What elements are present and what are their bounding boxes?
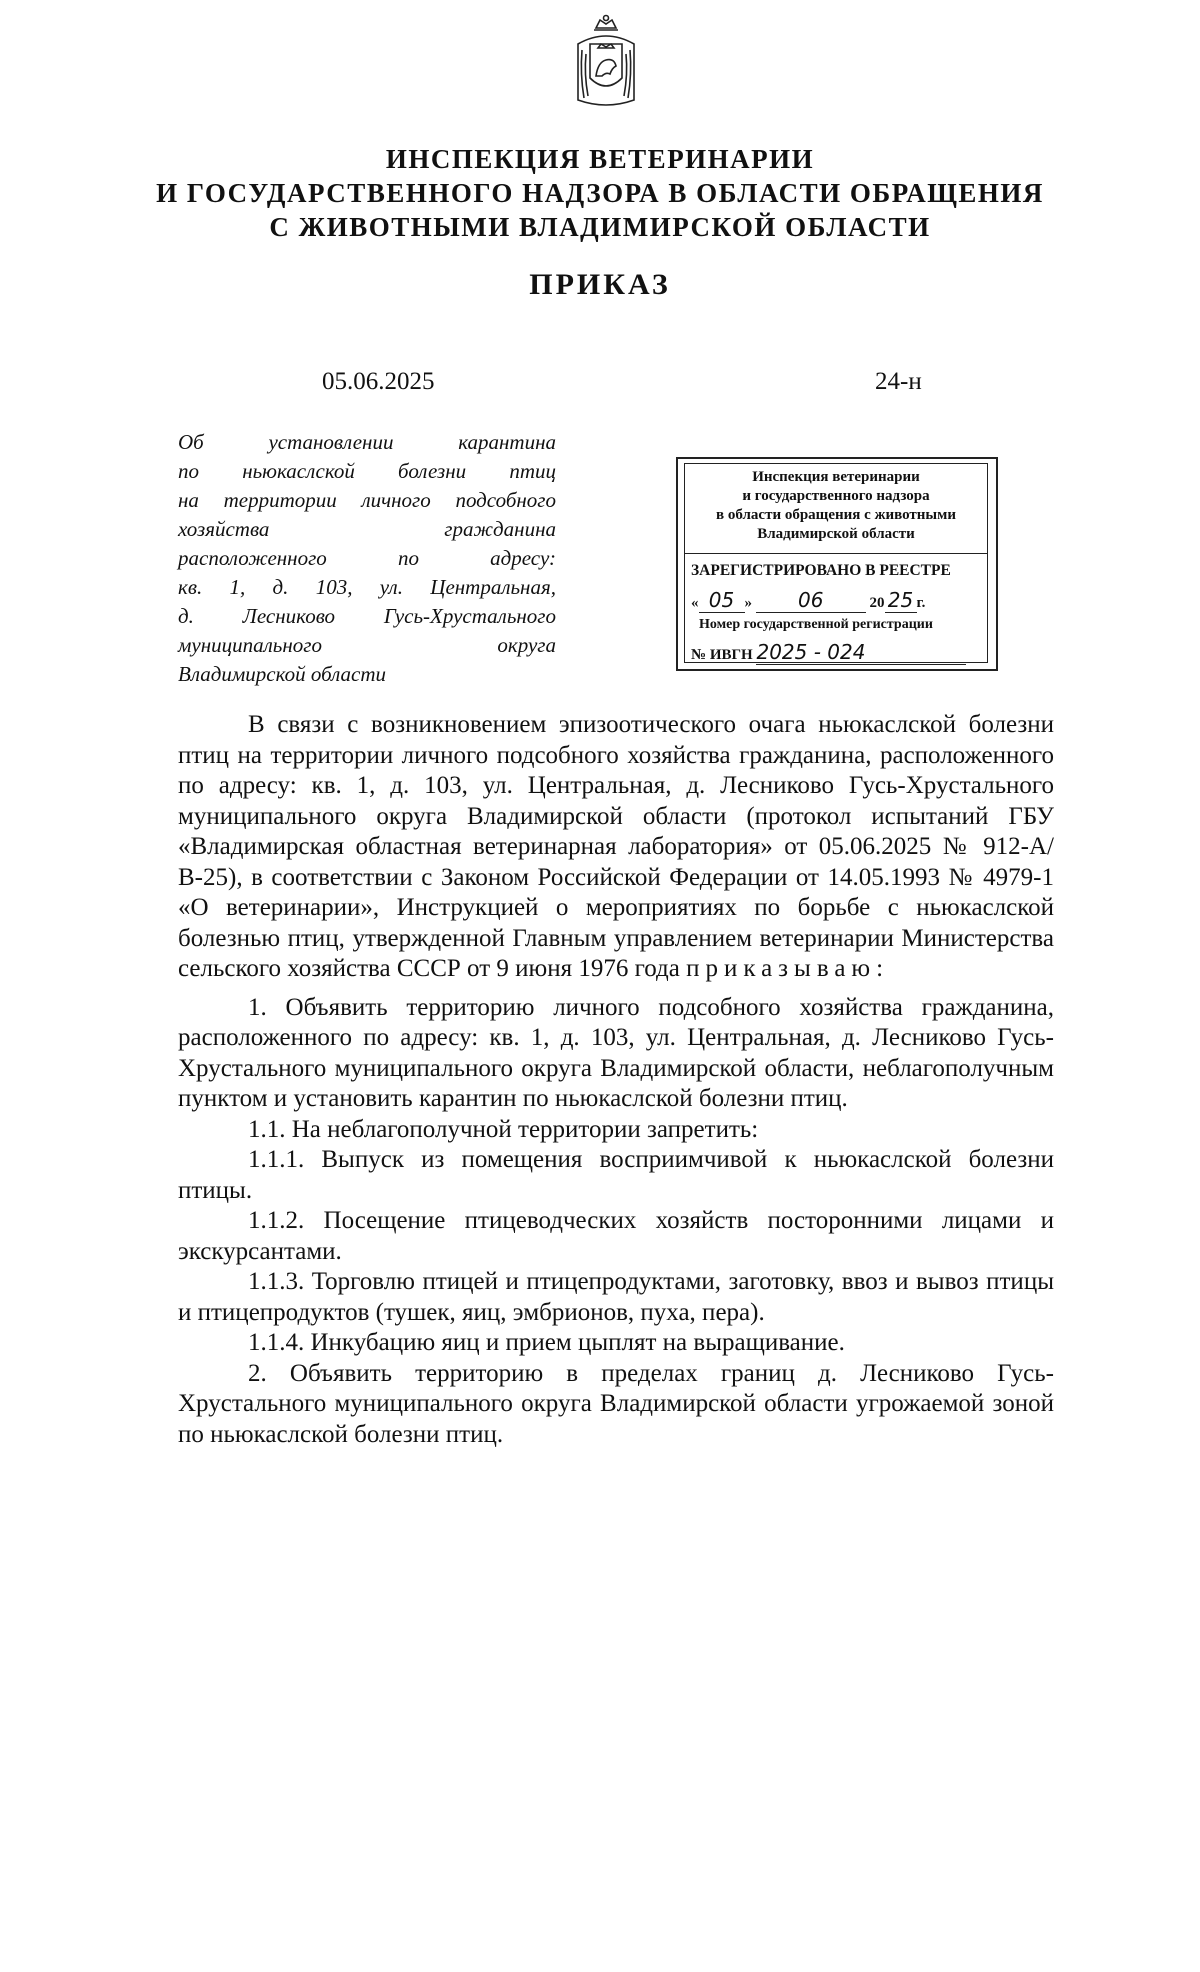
body-paragraph-1-1-3: 1.1.3. Торговлю птицей и птицепродуктами, заготовку, ввоз и вывоз птицы и птицепродуктов (тушек, яиц, эмбрионов, пуха, пера). [178,1268,1054,1326]
stamp-month-handwritten: 06 [756,588,866,613]
order-word: приказываю: [686,955,890,982]
stamp-reg-line [691,640,966,665]
stamp-quote-close: » [744,595,752,611]
organization-header [100,142,1100,244]
body-paragraph-1-1-2: 1.1.2. Посещение птицеводческих хозяйств посторонними лицами и экскурсантами. [178,1207,1054,1265]
coat-of-arms-emblem [570,14,642,110]
stamp-year-label: г. [916,595,926,611]
body-paragraph-1: 1. Объявить территорию личного подсобного хозяйства гражданина, расположенного по адресу: кв. 1, д. 103, ул. Центральная, д. Лесниково Гусь-Хрустального муниципального округа Владимирской области, неблагополучным пунктом и установить карантин по ньюкаслской болезни птиц. [178,993,1054,1112]
stamp-inner-frame [684,463,988,663]
body-paragraph-1-1-1: 1.1.1. Выпуск из помещения восприимчивой к ньюкаслской болезни птицы. [178,1146,1054,1204]
subject-line: д. Лесниково Гусь-Хрустального [178,604,556,628]
subject-line: муниципального округа [178,633,556,657]
body-paragraph-1-1: 1.1. На неблагополучной территории запретить: [248,1115,759,1143]
subject-line: хозяйства гражданина [178,517,556,541]
stamp-quote-open: « [691,595,699,611]
subject-line: Об установлении карантина [178,430,556,454]
body-paragraph-preamble [178,710,1054,985]
body-paragraph-2: 2. Объявить территорию в пределах границ д. Лесниково Гусь-Хрустального муниципального округа Владимирской области угрожаемой зоной по ньюкаслской болезни птиц. [178,1359,1054,1448]
stamp-org-line: Инспекция ветеринарии [752,469,920,485]
subject-line: на территории личного подсобного [178,488,556,512]
stamp-day-handwritten: 05 [699,588,745,613]
subject-line: кв. 1, д. 103, ул. Центральная, [178,575,556,599]
header-line-3: С ЖИВОТНЫМИ ВЛАДИМИРСКОЙ ОБЛАСТИ [269,212,931,242]
stamp-divider [685,553,987,554]
subject-line: по ньюкаслской болезни птиц [178,459,556,483]
document-type-title: ПРИКАЗ [529,268,671,301]
document-subject [178,428,556,689]
document-body [178,710,1054,1450]
body-paragraph-1-1-4: 1.1.4. Инкубацию яиц и прием цыплят на выращивание. [248,1329,845,1356]
document-number: 24-н [875,368,922,395]
stamp-reg-number-handwritten: 2025 - 024 [756,640,966,665]
stamp-reg-number-label: Номер государственной регистрации [699,617,933,632]
stamp-year-prefix: 20 [869,595,885,611]
header-line-1: ИНСПЕКЦИЯ ВЕТЕРИНАРИИ [385,144,815,174]
stamp-year-handwritten: 25 [885,588,917,613]
stamp-reg-prefix: № ИВГН [691,647,753,663]
stamp-org-line: Владимирской области [757,526,915,542]
stamp-organization [685,468,987,544]
header-line-2: И ГОСУДАРСТВЕННОГО НАДЗОРА В ОБЛАСТИ ОБРАЩЕНИЯ [156,178,1044,208]
stamp-org-line: в области обращения с животными [716,507,956,523]
subject-line: Владимирской области [178,662,387,686]
stamp-registered-label: ЗАРЕГИСТРИРОВАНО В РЕЕСТРЕ [691,562,951,579]
stamp-date-line [691,588,981,613]
registration-stamp [676,457,998,671]
stamp-org-line: и государственного надзора [742,488,930,504]
document-date: 05.06.2025 [322,368,435,395]
preamble-text: В связи с возникновением эпизоотического очага ньюкаслской болезни птиц на территории личного подсобного хозяйства гражданина, расположенного по адресу: кв. 1, д. 103, ул. Центральная, д. Лесниково Гусь-Хрустального муниципального округа Владимирской области (протокол испытаний ГБУ «Владимирская областная ветеринарная лаборатория» от 05.06.2025 № 912-А/В-25), в соответствии с Законом Российской Федерации от 14.05.1993 № 4979-1 «О ветеринарии», Инструкцией о мероприятиях по борьбе с ньюкаслской болезнью птиц, утвержденной Главным управлением ветеринарии Министерства сельского хозяйства СССР от 9 июня 1976 года [178,711,1054,982]
subject-line: расположенного по адресу: [178,546,556,570]
